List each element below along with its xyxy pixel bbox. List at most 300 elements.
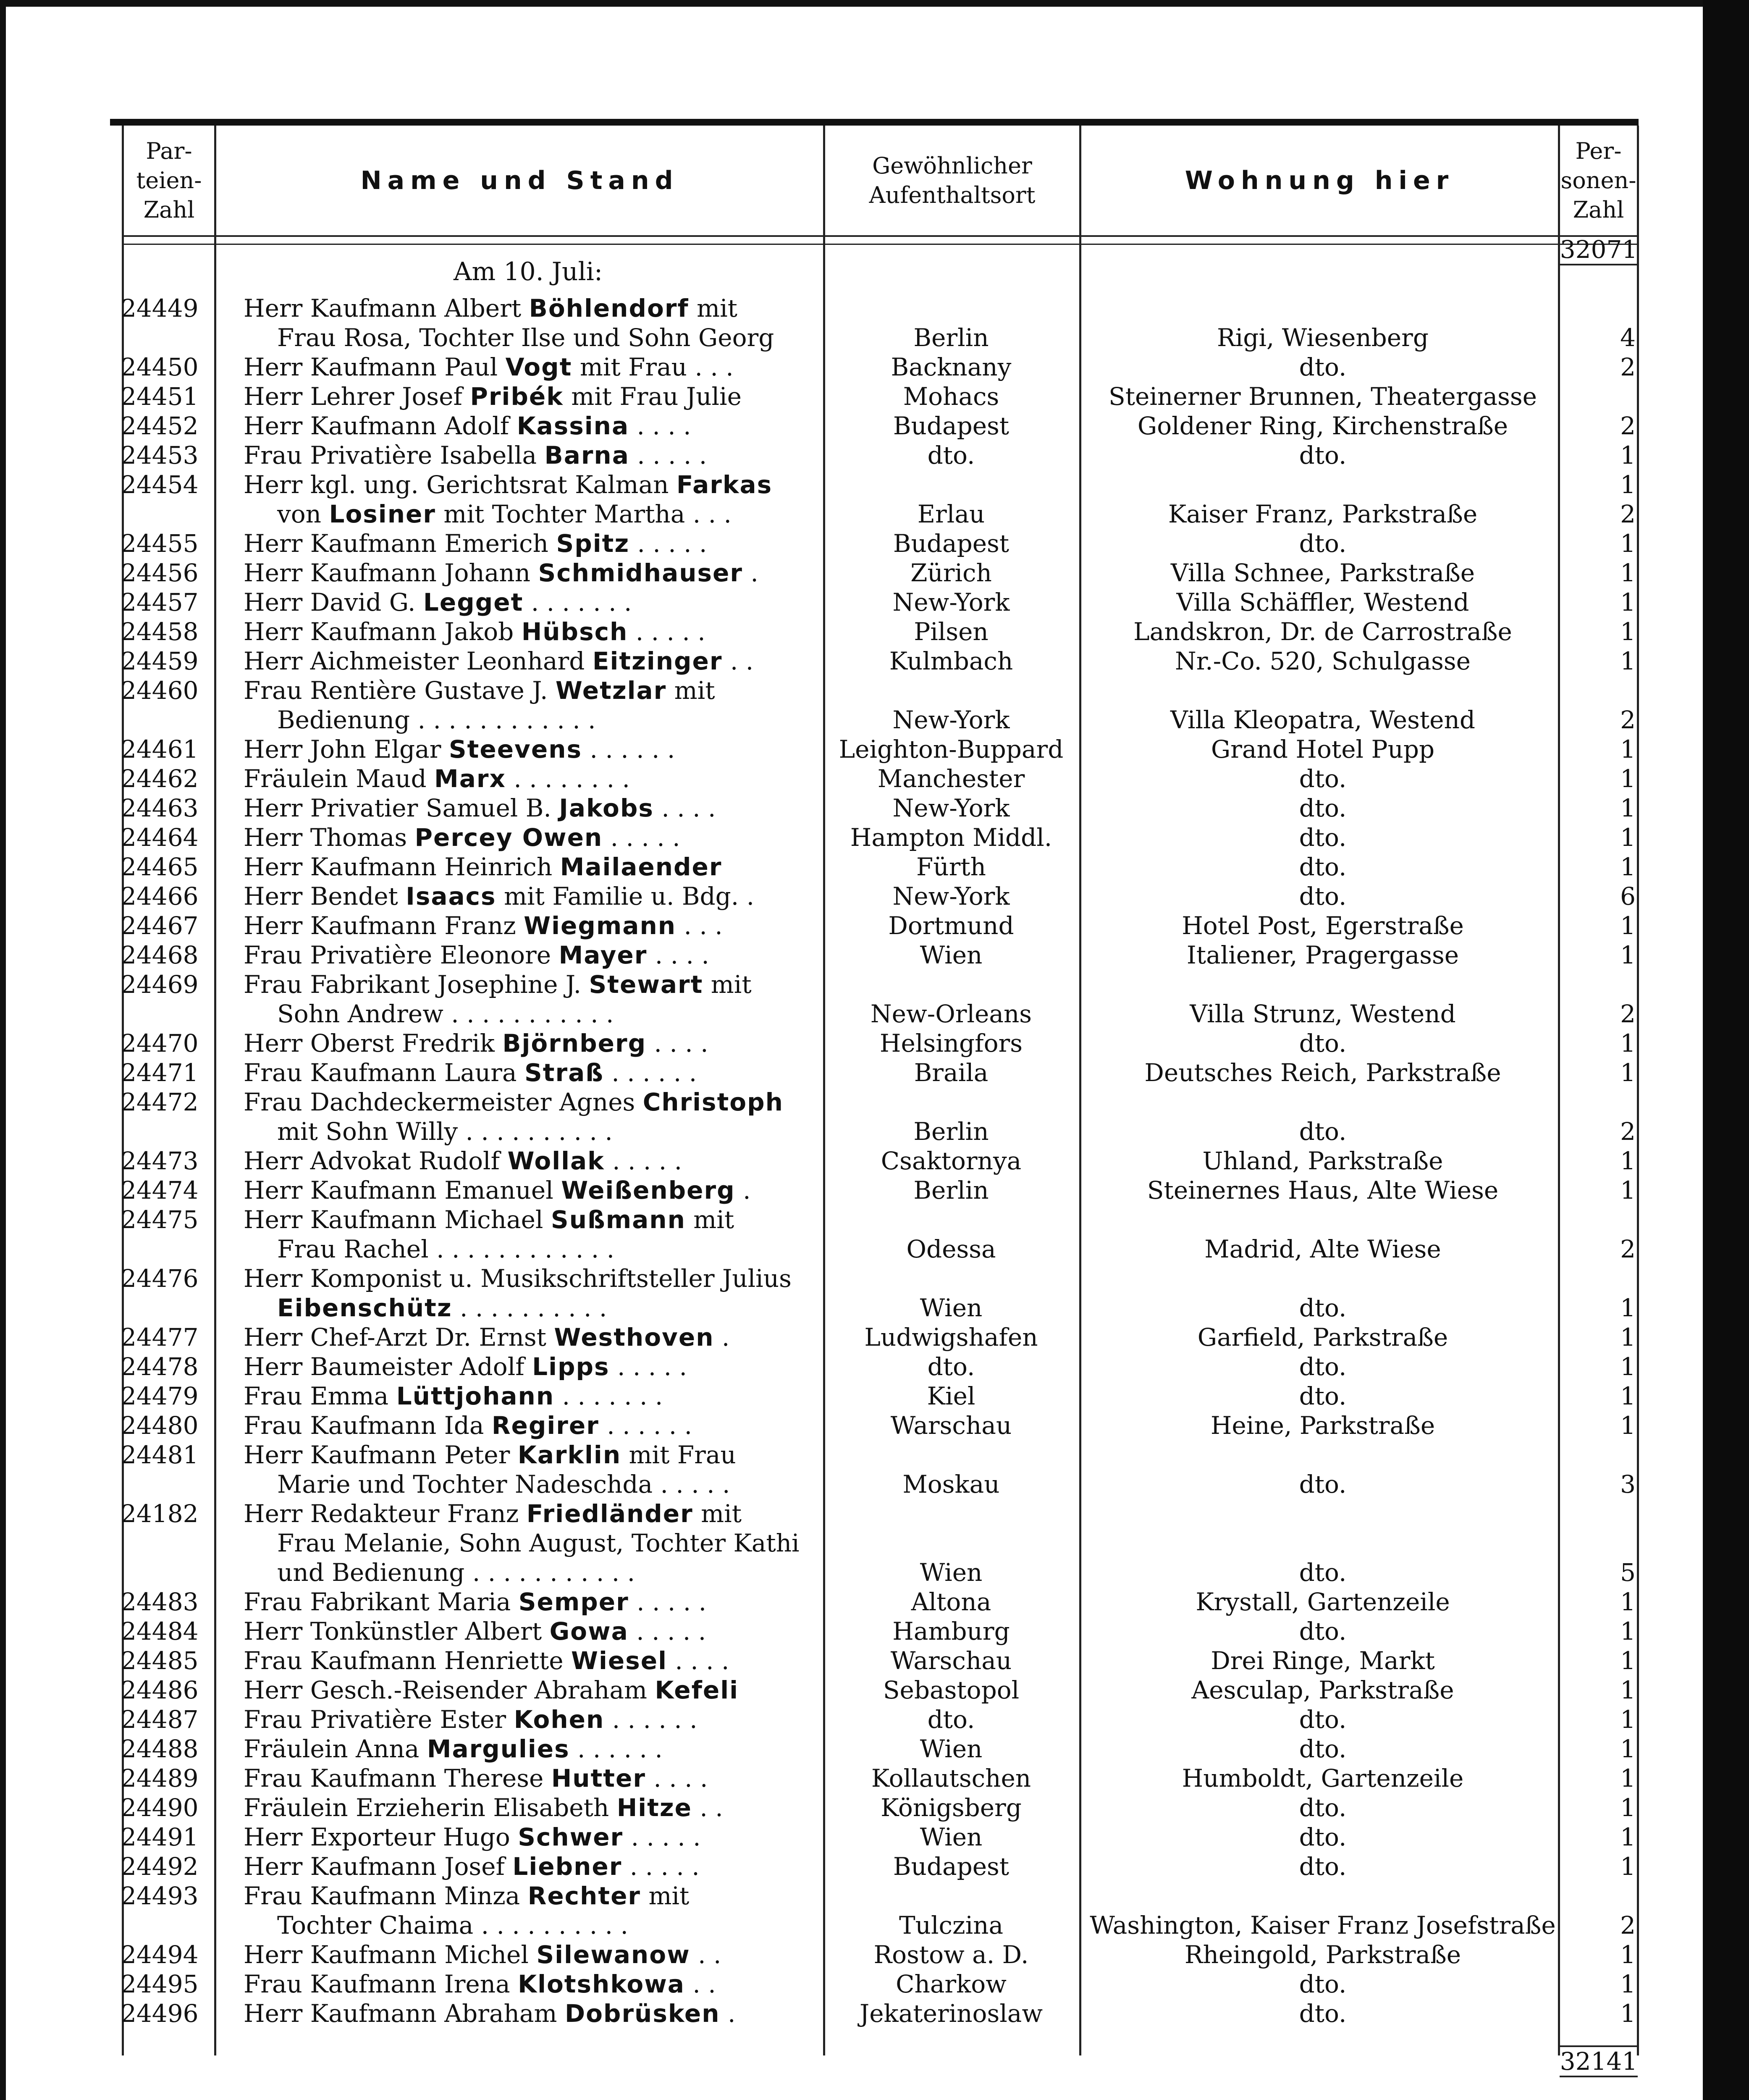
party-number: 24450 bbox=[121, 353, 199, 381]
guest-name-suffix: . . . . . . . bbox=[523, 588, 632, 617]
guest-surname: Legget bbox=[423, 588, 524, 617]
party-number: 24453 bbox=[121, 441, 199, 470]
home-town: Dortmund bbox=[888, 911, 1014, 940]
guest-surname: Wiesel bbox=[571, 1646, 667, 1675]
home-town: Pilsen bbox=[914, 617, 989, 646]
guest-name bbox=[244, 1176, 815, 1205]
home-town: Backnany bbox=[891, 353, 1012, 381]
continued-text: Frau Melanie, Sohn August, Tochter Kathi bbox=[277, 1529, 800, 1557]
guest-name bbox=[244, 529, 815, 558]
home-town: New-York bbox=[892, 882, 1010, 911]
table-row bbox=[0, 823, 1705, 853]
guest-title: Fräulein Anna bbox=[244, 1735, 427, 1763]
guest-title: Herr Komponist u. Musikschriftsteller Julius bbox=[244, 1264, 792, 1293]
guest-name bbox=[244, 1411, 815, 1440]
guest-name-continued bbox=[277, 1294, 806, 1322]
party-number: 24479 bbox=[121, 1382, 199, 1410]
table-row bbox=[0, 1352, 1705, 1382]
local-address: dto. bbox=[1299, 1617, 1347, 1646]
guest-title: Herr Kaufmann Emanuel bbox=[244, 1176, 561, 1205]
home-town: Fürth bbox=[916, 853, 986, 881]
party-number: 24495 bbox=[121, 1970, 199, 1998]
guest-title: Frau Privatière Eleonore bbox=[244, 941, 559, 969]
guest-surname: Losiner bbox=[329, 500, 436, 528]
home-town: Altona bbox=[911, 1588, 991, 1616]
guest-name bbox=[244, 911, 815, 940]
table-row bbox=[0, 1823, 1705, 1852]
party-number: 24474 bbox=[121, 1176, 199, 1205]
guest-surname: Marx bbox=[434, 764, 506, 793]
table-row bbox=[0, 1499, 1705, 1588]
home-town: Ludwigshafen bbox=[864, 1323, 1038, 1352]
person-count: 1 bbox=[1620, 1294, 1636, 1322]
person-count: 1 bbox=[1620, 1058, 1636, 1087]
continued-suffix: mit Tochter Martha . . . bbox=[435, 500, 732, 528]
party-number: 24484 bbox=[121, 1617, 199, 1646]
guest-name bbox=[244, 1793, 815, 1822]
person-count: 1 bbox=[1620, 1793, 1636, 1822]
person-count: 1 bbox=[1620, 588, 1636, 617]
party-number: 24456 bbox=[121, 559, 199, 587]
table-row bbox=[0, 412, 1705, 441]
guest-name-suffix: . . . . . bbox=[604, 1147, 682, 1175]
header-name: Name und Stand bbox=[360, 166, 679, 195]
guest-surname: Vogt bbox=[505, 353, 572, 381]
guest-name-suffix: . . bbox=[692, 1793, 723, 1822]
guest-name bbox=[244, 1147, 815, 1175]
table-row bbox=[0, 1588, 1705, 1617]
table-row bbox=[0, 1147, 1705, 1176]
guest-title: Herr Bendet bbox=[244, 882, 406, 911]
guest-surname: Rechter bbox=[527, 1882, 641, 1910]
guest-name bbox=[244, 1852, 815, 1881]
guest-surname: Silewanow bbox=[536, 1940, 690, 1969]
guest-name bbox=[244, 1499, 815, 1587]
guest-surname: Mailaender bbox=[560, 853, 722, 881]
guest-title: Herr Advokat Rudolf bbox=[244, 1147, 508, 1175]
person-count: 1 bbox=[1620, 1411, 1636, 1440]
table-row bbox=[0, 1735, 1705, 1764]
guest-name bbox=[244, 353, 815, 381]
guest-name-suffix: . . . . . . bbox=[582, 735, 675, 764]
person-count: 2 bbox=[1620, 1117, 1636, 1146]
guest-surname: Schwer bbox=[518, 1823, 624, 1851]
guest-surname: Westhoven bbox=[554, 1323, 714, 1352]
guest-name bbox=[244, 853, 815, 881]
party-number: 24477 bbox=[121, 1323, 199, 1352]
guest-surname: Wetzlar bbox=[555, 676, 667, 705]
person-count: 2 bbox=[1620, 706, 1636, 734]
guest-name-suffix: . . . . bbox=[667, 1646, 729, 1675]
local-address: Italiener, Pragergasse bbox=[1186, 941, 1459, 969]
guest-surname: Kassina bbox=[517, 412, 629, 440]
local-address: dto. bbox=[1299, 1382, 1347, 1410]
person-count: 1 bbox=[1620, 1852, 1636, 1881]
guest-name bbox=[244, 1705, 815, 1734]
person-count: 1 bbox=[1620, 1323, 1636, 1352]
guest-surname: Hitze bbox=[616, 1793, 692, 1822]
local-address: dto. bbox=[1299, 1852, 1347, 1881]
guest-name bbox=[244, 1088, 815, 1146]
guest-name bbox=[244, 764, 815, 793]
guest-surname: Barna bbox=[544, 441, 629, 470]
guest-name bbox=[244, 412, 815, 440]
guest-title: Herr Kaufmann Jakob bbox=[244, 617, 522, 646]
guest-surname: Steevens bbox=[448, 735, 582, 764]
home-town: Helsingfors bbox=[879, 1029, 1023, 1058]
guest-name bbox=[244, 941, 815, 969]
person-count: 1 bbox=[1620, 1176, 1636, 1205]
guest-surname: Karklin bbox=[517, 1441, 621, 1469]
continued-text: Sohn Andrew . . . . . . . . . . . bbox=[277, 1000, 614, 1028]
guest-surname: Kohen bbox=[514, 1705, 605, 1734]
person-count: 1 bbox=[1620, 617, 1636, 646]
guest-title: Frau Emma bbox=[244, 1382, 396, 1410]
guest-name-suffix: . . . . . bbox=[628, 1617, 706, 1646]
person-count: 1 bbox=[1620, 1147, 1636, 1175]
party-number: 24449 bbox=[121, 294, 199, 323]
guest-name bbox=[244, 382, 815, 411]
home-town: Berlin bbox=[913, 323, 989, 352]
party-number: 24470 bbox=[121, 1029, 199, 1058]
table-row bbox=[0, 1705, 1705, 1735]
person-count: 2 bbox=[1620, 1911, 1636, 1940]
guest-surname: Stewart bbox=[589, 970, 703, 999]
home-town: Hamburg bbox=[892, 1617, 1010, 1646]
carry-out-total: 32141 bbox=[1560, 2045, 1638, 2077]
date-heading: Am 10. Juli: bbox=[454, 257, 603, 286]
table-top-rule bbox=[110, 119, 1639, 126]
local-address: dto. bbox=[1299, 441, 1347, 470]
guest-name-suffix: mit bbox=[666, 676, 715, 705]
guest-name bbox=[244, 1676, 815, 1704]
local-address: dto. bbox=[1299, 1117, 1347, 1146]
table-row bbox=[0, 1382, 1705, 1411]
person-count: 1 bbox=[1620, 1382, 1636, 1410]
home-town: Berlin bbox=[913, 1117, 989, 1146]
guest-name bbox=[244, 970, 815, 1028]
guest-title: Frau Rentière Gustave J. bbox=[244, 676, 556, 705]
guest-name-suffix: . . . . . bbox=[622, 1852, 700, 1881]
party-number: 24488 bbox=[121, 1735, 199, 1763]
guest-surname: Weißenberg bbox=[561, 1176, 735, 1205]
guest-surname: Eibenschütz bbox=[277, 1294, 452, 1322]
guest-name-suffix: . . . bbox=[676, 911, 723, 940]
continued-text: Marie und Tochter Nadeschda . . . . . bbox=[277, 1470, 730, 1499]
local-address: Rheingold, Parkstraße bbox=[1184, 1940, 1461, 1969]
guest-title: Frau Privatière Isabella bbox=[244, 441, 545, 470]
header-rule bbox=[122, 244, 1639, 245]
table-row bbox=[0, 1058, 1705, 1088]
guest-name-suffix: . . . . bbox=[645, 1764, 708, 1793]
guest-name-suffix: . . . . . . . bbox=[554, 1382, 663, 1410]
table-row bbox=[0, 882, 1705, 911]
guest-name-suffix: . . . . . . bbox=[604, 1705, 698, 1734]
local-address: Deutsches Reich, Parkstraße bbox=[1144, 1058, 1501, 1087]
guest-title: Frau Kaufmann Ida bbox=[244, 1411, 492, 1440]
continued-prefix: von bbox=[277, 500, 329, 528]
person-count: 1 bbox=[1620, 1676, 1636, 1704]
table-row bbox=[0, 1441, 1705, 1499]
person-count: 1 bbox=[1620, 1823, 1636, 1851]
home-town: Charkow bbox=[896, 1970, 1007, 1998]
party-number: 24458 bbox=[121, 617, 199, 646]
guest-name-suffix: . . bbox=[690, 1940, 721, 1969]
table-row bbox=[0, 794, 1705, 823]
guest-name bbox=[244, 1999, 815, 2028]
person-count: 1 bbox=[1620, 1029, 1636, 1058]
local-address: Goldener Ring, Kirchenstraße bbox=[1137, 412, 1508, 440]
guest-name-suffix: . . bbox=[684, 1970, 716, 1998]
guest-surname: Margulies bbox=[427, 1735, 570, 1763]
home-town: Budapest bbox=[893, 412, 1010, 440]
guest-title: Herr Redakteur Franz bbox=[244, 1499, 527, 1528]
guest-name bbox=[244, 735, 815, 764]
guest-surname: Wiegmann bbox=[524, 911, 677, 940]
person-count: 2 bbox=[1620, 500, 1636, 528]
local-address: Rigi, Wiesenberg bbox=[1217, 323, 1429, 352]
party-number: 24467 bbox=[121, 911, 199, 940]
party-number: 24493 bbox=[121, 1882, 199, 1910]
person-count: 3 bbox=[1620, 1470, 1636, 1499]
guest-title: Frau Kaufmann Minza bbox=[244, 1882, 528, 1910]
guest-surname: Lipps bbox=[532, 1352, 610, 1381]
guest-name bbox=[244, 823, 815, 852]
guest-title: Frau Fabrikant Josephine J. bbox=[244, 970, 589, 999]
person-count: 1 bbox=[1620, 1735, 1636, 1763]
home-town: Wien bbox=[920, 1558, 983, 1587]
guest-name bbox=[244, 1588, 815, 1616]
person-count: 1 bbox=[1620, 941, 1636, 969]
guest-name bbox=[244, 676, 815, 734]
guest-title: Herr kgl. ung. Gerichtsrat Kalman bbox=[244, 470, 677, 499]
local-address: dto. bbox=[1299, 1735, 1347, 1763]
local-address: Villa Schäffler, Westend bbox=[1176, 588, 1469, 617]
guest-name bbox=[244, 294, 815, 352]
table-row bbox=[0, 1323, 1705, 1352]
guest-name-suffix: . bbox=[720, 1999, 736, 2028]
home-town: Kiel bbox=[927, 1382, 975, 1410]
guest-title: Herr Kaufmann Peter bbox=[244, 1441, 518, 1469]
guest-name bbox=[244, 1205, 815, 1263]
person-count: 2 bbox=[1620, 353, 1636, 381]
guest-name bbox=[244, 794, 815, 822]
guest-surname: Friedländer bbox=[526, 1499, 693, 1528]
person-count: 1 bbox=[1620, 1646, 1636, 1675]
guest-name-continued bbox=[277, 1000, 806, 1028]
guest-name-continued bbox=[277, 1470, 806, 1499]
home-town: Berlin bbox=[913, 1176, 989, 1205]
party-number: 24459 bbox=[121, 647, 199, 675]
person-count: 1 bbox=[1620, 1617, 1636, 1646]
home-town: New-York bbox=[892, 706, 1010, 734]
person-count: 1 bbox=[1620, 441, 1636, 470]
local-address: dto. bbox=[1299, 794, 1347, 822]
local-address: dto. bbox=[1299, 1705, 1347, 1734]
guest-title: Herr Kaufmann Emerich bbox=[244, 529, 556, 558]
local-address: dto. bbox=[1299, 853, 1347, 881]
local-address: Villa Schnee, Parkstraße bbox=[1170, 559, 1475, 587]
guest-name bbox=[244, 617, 815, 646]
guest-name-suffix: mit bbox=[641, 1882, 690, 1910]
guest-surname: Liebner bbox=[512, 1852, 622, 1881]
guest-surname: Eitzinger bbox=[592, 647, 723, 675]
guest-name bbox=[244, 1382, 815, 1410]
guest-title: Herr Kaufmann Franz bbox=[244, 911, 524, 940]
guest-name-suffix: . . . . . . bbox=[599, 1411, 692, 1440]
table-row bbox=[0, 588, 1705, 617]
guest-name-continued bbox=[277, 1117, 806, 1146]
guest-title: Herr Gesch.-Reisender Abraham bbox=[244, 1676, 655, 1704]
home-town: Wien bbox=[920, 1294, 983, 1322]
guest-title: Herr Exporteur Hugo bbox=[244, 1823, 518, 1851]
guest-name bbox=[244, 1646, 815, 1675]
table-row bbox=[0, 294, 1705, 353]
party-number: 24475 bbox=[121, 1205, 199, 1234]
party-number: 24457 bbox=[121, 588, 199, 617]
guest-surname: Hübsch bbox=[521, 617, 628, 646]
guest-name bbox=[244, 1029, 815, 1058]
guest-title: Herr Kaufmann Michael bbox=[244, 1205, 551, 1234]
party-number: 24496 bbox=[121, 1999, 199, 2028]
header-persons: Per- sonen- Zahl bbox=[1560, 138, 1636, 223]
table-row bbox=[0, 353, 1705, 382]
local-address: dto. bbox=[1299, 1999, 1347, 2028]
home-town: Wien bbox=[920, 941, 983, 969]
person-count: 2 bbox=[1620, 412, 1636, 440]
home-town: Rostow a. D. bbox=[873, 1940, 1029, 1969]
local-address: Washington, Kaiser Franz Josefstraße bbox=[1090, 1911, 1556, 1940]
local-address: Grand Hotel Pupp bbox=[1211, 735, 1435, 764]
person-count: 1 bbox=[1620, 1764, 1636, 1793]
guest-title: Frau Fabrikant Maria bbox=[244, 1588, 519, 1616]
home-town: Budapest bbox=[893, 529, 1010, 558]
guest-surname: Kefeli bbox=[655, 1676, 739, 1704]
guest-name-suffix: . . . . . bbox=[623, 1823, 701, 1851]
party-number: 24451 bbox=[121, 382, 199, 411]
guest-surname: Lüttjohann bbox=[396, 1382, 555, 1410]
local-address: Villa Kleopatra, Westend bbox=[1170, 706, 1475, 734]
guest-name-suffix: . . . . . . bbox=[569, 1735, 663, 1763]
guest-name bbox=[244, 470, 815, 528]
continued-text: Bedienung . . . . . . . . . . . . bbox=[277, 706, 596, 734]
home-town: Jekaterinoslaw bbox=[859, 1999, 1043, 2028]
party-number: 24487 bbox=[121, 1705, 199, 1734]
guest-surname: Dobrüsken bbox=[564, 1999, 720, 2028]
person-count: 1 bbox=[1620, 1705, 1636, 1734]
person-count: 1 bbox=[1620, 1588, 1636, 1616]
local-address: Kaiser Franz, Parkstraße bbox=[1168, 500, 1478, 528]
home-town: Warschau bbox=[890, 1646, 1012, 1675]
home-town: Kulmbach bbox=[889, 647, 1013, 675]
party-number: 24494 bbox=[121, 1940, 199, 1969]
local-address: Drei Ringe, Markt bbox=[1211, 1646, 1435, 1675]
local-address: Uhland, Parkstraße bbox=[1202, 1147, 1443, 1175]
person-count: 1 bbox=[1620, 1352, 1636, 1381]
table-row bbox=[0, 1793, 1705, 1823]
guest-title: Herr Aichmeister Leonhard bbox=[244, 647, 593, 675]
person-count: 1 bbox=[1620, 823, 1636, 852]
party-number: 24452 bbox=[121, 412, 199, 440]
table-row bbox=[0, 441, 1705, 470]
table-row bbox=[0, 1764, 1705, 1793]
local-address: dto. bbox=[1299, 1793, 1347, 1822]
local-address: dto. bbox=[1299, 1823, 1347, 1851]
party-number: 24465 bbox=[121, 853, 199, 881]
guest-surname: Farkas bbox=[676, 470, 773, 499]
guest-surname: Mayer bbox=[559, 941, 648, 969]
home-town: Königsberg bbox=[881, 1793, 1022, 1822]
party-number: 24454 bbox=[121, 470, 199, 499]
guest-surname: Hutter bbox=[551, 1764, 646, 1793]
table-row bbox=[0, 1205, 1705, 1264]
table-row bbox=[0, 941, 1705, 970]
local-address: Steinernes Haus, Alte Wiese bbox=[1147, 1176, 1499, 1205]
guest-title: Herr Kaufmann Josef bbox=[244, 1852, 513, 1881]
table-row bbox=[0, 647, 1705, 676]
guest-title: Herr Kaufmann Heinrich bbox=[244, 853, 560, 881]
home-town: New-York bbox=[892, 794, 1010, 822]
guest-name-suffix: . bbox=[742, 559, 758, 587]
party-number: 24481 bbox=[121, 1441, 199, 1469]
home-town: Hampton Middl. bbox=[850, 823, 1052, 852]
guest-name bbox=[244, 1441, 815, 1499]
home-town: New-Orleans bbox=[870, 1000, 1032, 1028]
guest-name bbox=[244, 1940, 815, 1969]
party-number: 24182 bbox=[121, 1499, 199, 1528]
local-address: Landskron, Dr. de Carrostraße bbox=[1133, 617, 1512, 646]
table-row bbox=[0, 1264, 1705, 1323]
table-row bbox=[0, 617, 1705, 647]
home-town: Mohacs bbox=[903, 382, 999, 411]
home-town: Leighton-Buppard bbox=[839, 735, 1064, 764]
home-town: Manchester bbox=[877, 764, 1025, 793]
guest-surname: Regirer bbox=[491, 1411, 599, 1440]
guest-title: Herr David G. bbox=[244, 588, 423, 617]
home-town: Kollautschen bbox=[871, 1764, 1031, 1793]
party-number: 24464 bbox=[121, 823, 199, 852]
person-count: 1 bbox=[1620, 1999, 1636, 2028]
table-row bbox=[0, 1029, 1705, 1058]
party-number: 24480 bbox=[121, 1411, 199, 1440]
guest-title: Herr Kaufmann Johann bbox=[244, 559, 538, 587]
guest-surname: Jakobs bbox=[559, 794, 654, 822]
local-address: Aesculap, Parkstraße bbox=[1191, 1676, 1454, 1704]
guest-title: Fräulein Maud bbox=[244, 764, 435, 793]
table-row bbox=[0, 1676, 1705, 1705]
table-row bbox=[0, 529, 1705, 559]
guest-title: Herr Privatier Samuel B. bbox=[244, 794, 559, 822]
guest-name-suffix: . . . . . . bbox=[603, 1058, 697, 1087]
local-address: Nr.-Co. 520, Schulgasse bbox=[1175, 647, 1471, 675]
home-town: Moskau bbox=[902, 1470, 1000, 1499]
carry-in-total: 32071 bbox=[1560, 235, 1638, 265]
person-count: 2 bbox=[1620, 1235, 1636, 1263]
continued-text: Frau Rosa, Tochter Ilse und Sohn Georg bbox=[277, 323, 774, 352]
party-number: 24473 bbox=[121, 1147, 199, 1175]
person-count: 1 bbox=[1620, 853, 1636, 881]
person-count: 1 bbox=[1620, 647, 1636, 675]
guest-title: Fräulein Erzieherin Elisabeth bbox=[244, 1793, 617, 1822]
party-number: 24455 bbox=[121, 529, 199, 558]
guest-name-suffix: mit bbox=[685, 1205, 734, 1234]
local-address: Humboldt, Gartenzeile bbox=[1182, 1764, 1464, 1793]
guest-title: Herr Lehrer Josef bbox=[244, 382, 470, 411]
continued-text: mit Sohn Willy . . . . . . . . . . bbox=[277, 1117, 613, 1146]
guest-name-suffix: . . . . . bbox=[628, 617, 705, 646]
guest-name-suffix: . . . . bbox=[629, 412, 691, 440]
guest-surname: Isaacs bbox=[406, 882, 496, 911]
